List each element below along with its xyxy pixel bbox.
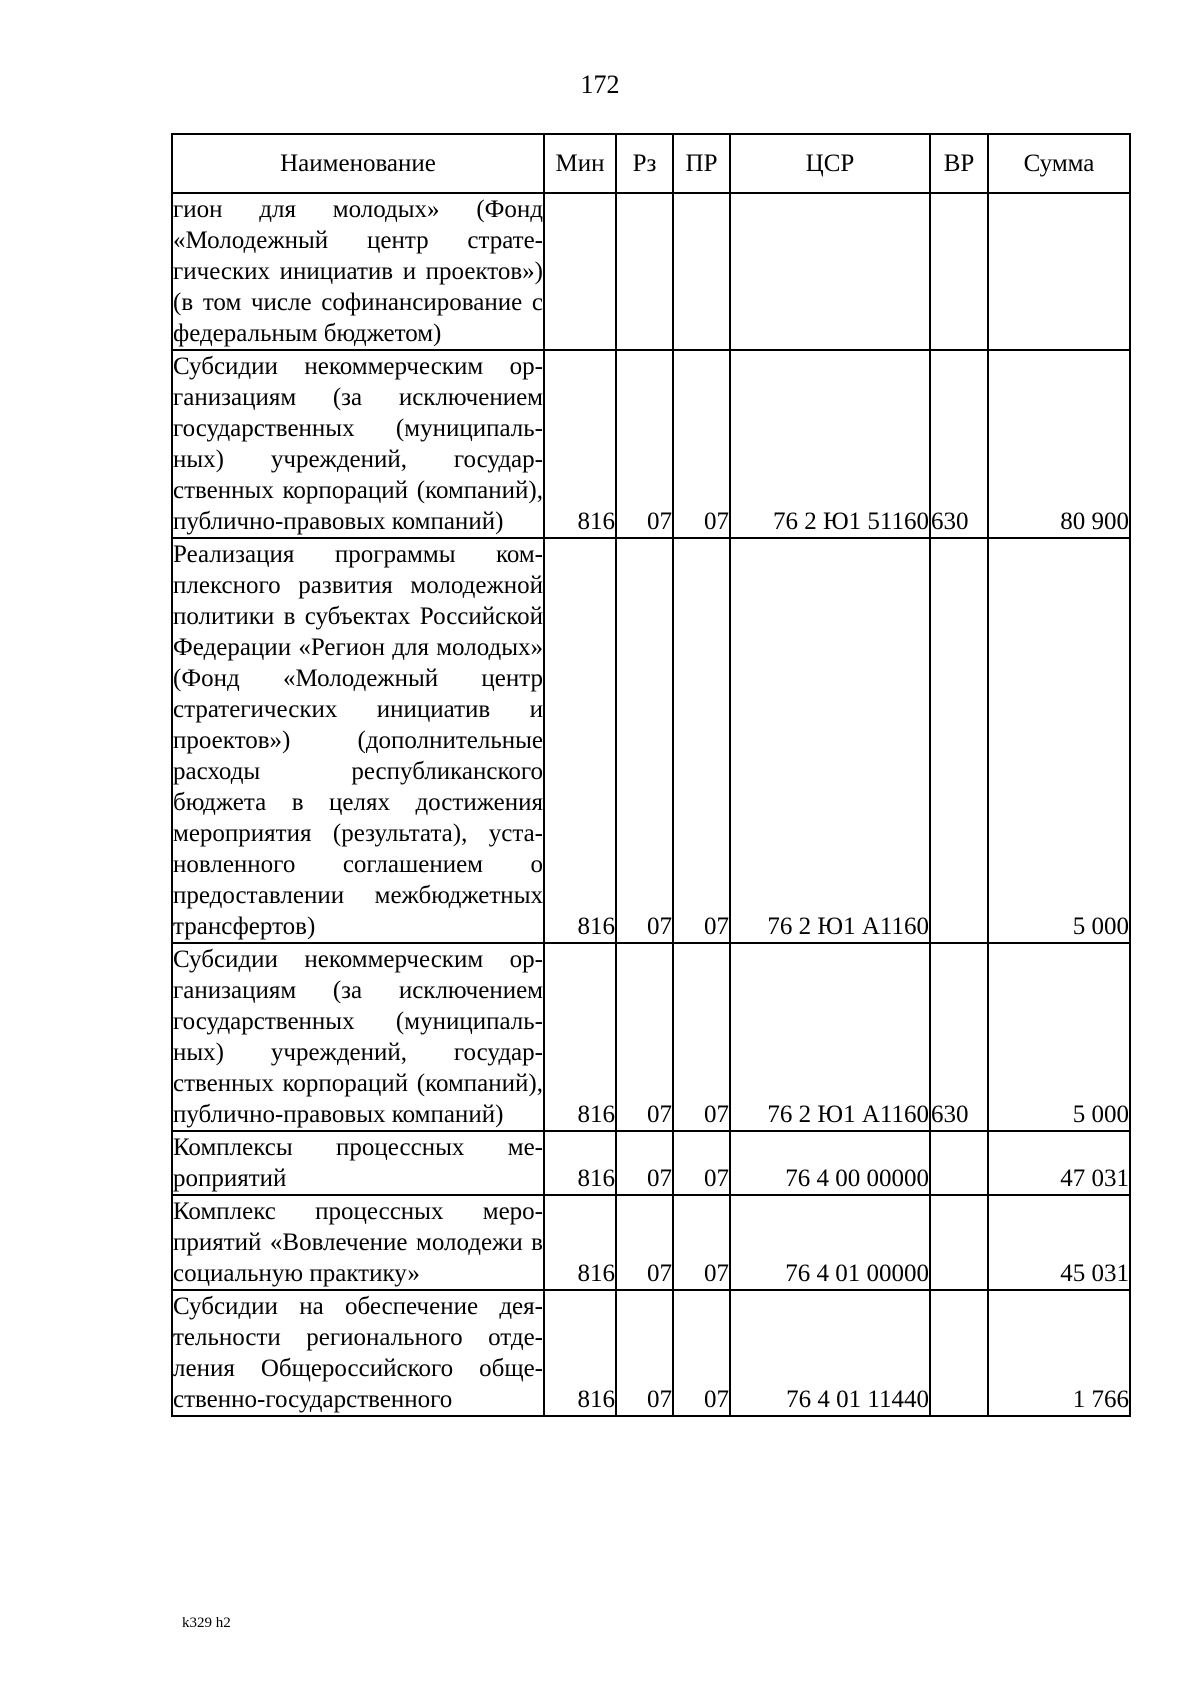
row-pr: 07 — [673, 1195, 730, 1290]
row-csr: 76 4 01 00000 — [730, 1195, 930, 1290]
table-row — [172, 1290, 1130, 1416]
row-pr: 07 — [673, 1290, 730, 1416]
row-rz: 07 — [616, 943, 673, 1131]
row-rz: 07 — [616, 1290, 673, 1416]
header-pr: ПР — [673, 134, 730, 193]
row-name: Комплекс процессных мероприятий «Вовлечение молодежи в социальную практику» — [172, 1195, 544, 1290]
row-rz — [616, 193, 673, 350]
table-row — [172, 538, 1130, 943]
table-row — [172, 193, 1130, 350]
row-name: гион для молодых» (Фонд «Молодежный центр стратегических инициатив и проектов») (в том числе софинансирование с федеральным бюджетом) — [172, 193, 544, 350]
row-vr: 630 — [930, 943, 988, 1131]
row-name: Субсидии некоммерческим организациям (за исключением государственных (муниципальных) учреждений, государственных корпораций (компаний), публично-правовых компаний) — [172, 943, 544, 1131]
page-number: 172 — [580, 70, 620, 99]
table-row — [172, 943, 1130, 1131]
row-sum — [988, 193, 1130, 350]
row-sum: 5 000 — [988, 538, 1130, 943]
row-csr: 76 2 Ю1 А1160 — [730, 943, 930, 1131]
row-min: 816 — [544, 943, 616, 1131]
row-vr — [930, 1131, 988, 1195]
header-csr: ЦСР — [730, 134, 930, 193]
row-csr: 76 4 00 00000 — [730, 1131, 930, 1195]
budget-table — [171, 133, 1131, 1417]
row-name: Субсидии на обеспечение деятельности регионального отделения Общероссийского общественно-государственного — [172, 1290, 544, 1416]
row-pr — [673, 193, 730, 350]
row-rz: 07 — [616, 350, 673, 538]
row-vr — [930, 1195, 988, 1290]
row-name: Субсидии некоммерческим организациям (за исключением государственных (муниципальных) учреждений, государственных корпораций (компаний), публично-правовых компаний) — [172, 350, 544, 538]
row-min: 816 — [544, 1195, 616, 1290]
row-sum: 1 766 — [988, 1290, 1130, 1416]
row-sum: 80 900 — [988, 350, 1130, 538]
row-min: 816 — [544, 1290, 616, 1416]
row-sum: 45 031 — [988, 1195, 1130, 1290]
row-rz: 07 — [616, 1195, 673, 1290]
row-pr: 07 — [673, 943, 730, 1131]
row-min: 816 — [544, 350, 616, 538]
table-row — [172, 1131, 1130, 1195]
row-vr — [930, 193, 988, 350]
row-csr: 76 2 Ю1 А1160 — [730, 538, 930, 943]
row-pr: 07 — [673, 1131, 730, 1195]
row-sum: 47 031 — [988, 1131, 1130, 1195]
header-rz: Рз — [616, 134, 673, 193]
row-vr — [930, 538, 988, 943]
row-rz: 07 — [616, 1131, 673, 1195]
row-min: 816 — [544, 1131, 616, 1195]
row-pr: 07 — [673, 538, 730, 943]
header-name: Наименование — [172, 134, 544, 193]
row-name: Комплексы процессных мероприятий — [172, 1131, 544, 1195]
row-pr: 07 — [673, 350, 730, 538]
row-vr — [930, 1290, 988, 1416]
row-csr: 76 2 Ю1 51160 — [730, 350, 930, 538]
row-min: 816 — [544, 538, 616, 943]
header-min: Мин — [544, 134, 616, 193]
document-code: k329 h2 — [182, 1615, 231, 1631]
table-row — [172, 1195, 1130, 1290]
header-vr: ВР — [930, 134, 988, 193]
row-name: Реализация программы комплексного развития молодежной политики в субъектах Российской Федерации «Регион для молодых» (Фонд «Молодежный центр стратегических инициатив и проектов») (дополнительные расходы республиканского бюджета в целях достижения мероприятия (результата), установленного соглашением о предоставлении межбюджетных трансфертов) — [172, 538, 544, 943]
row-csr — [730, 193, 930, 350]
row-csr: 76 4 01 11440 — [730, 1290, 930, 1416]
header-sum: Сумма — [988, 134, 1130, 193]
row-rz: 07 — [616, 538, 673, 943]
table-header-row — [172, 134, 1130, 193]
row-vr: 630 — [930, 350, 988, 538]
row-sum: 5 000 — [988, 943, 1130, 1131]
row-min — [544, 193, 616, 350]
table-row — [172, 350, 1130, 538]
